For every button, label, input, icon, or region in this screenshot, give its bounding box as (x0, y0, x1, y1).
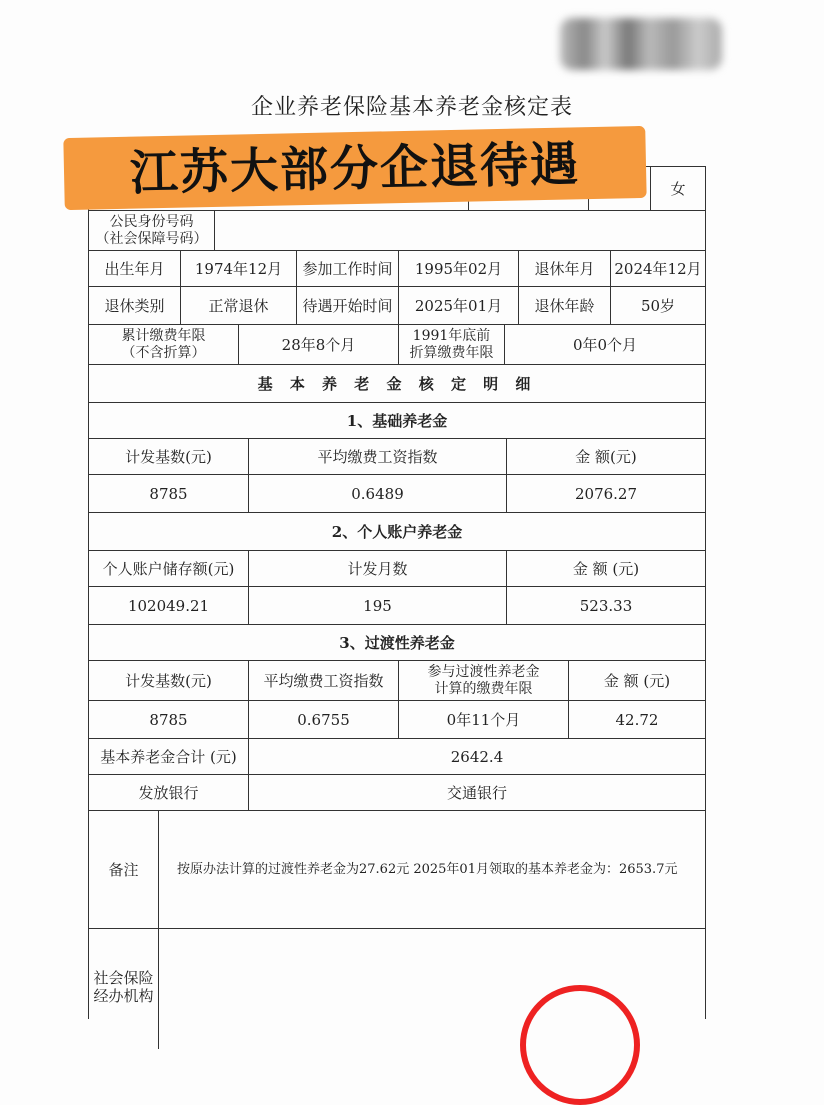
basic-title: 1、基础养老金 (346, 411, 448, 430)
bank-row (89, 775, 705, 811)
bank-label: 发放银行 (89, 775, 249, 810)
start-value: 2025年01月 (399, 287, 519, 324)
account-header-balance: 个人账户储存额(元) (89, 551, 249, 586)
start-label: 待遇开始时间 (297, 287, 399, 324)
years-value: 28年8个月 (239, 325, 399, 364)
transitional-header-row (89, 661, 705, 701)
remarks-row (89, 811, 705, 929)
total-label: 基本养老金合计 (元) (89, 739, 249, 774)
id-label: 公民身份号码 （社会保障号码） (89, 211, 215, 250)
transitional-value-years: 0年11个月 (399, 701, 569, 738)
official-seal (520, 985, 640, 1105)
total-row (89, 739, 705, 775)
transitional-value-amount: 42.72 (615, 710, 659, 729)
basic-value-amount: 2076.27 (574, 484, 638, 503)
account-value-months: 195 (249, 587, 507, 624)
pension-form-table (88, 166, 706, 1019)
retire-label: 退休年月 (519, 251, 611, 286)
pre91-value: 0年0个月 (572, 335, 638, 354)
pre91-label: 1991年底前 折算缴费年限 (399, 325, 505, 364)
basic-header-index: 平均缴费工资指数 (249, 439, 507, 474)
bank-value: 交通银行 (446, 783, 507, 802)
transitional-header-years: 参与过渡性养老金 计算的缴费年限 (399, 661, 569, 700)
account-title-row (89, 513, 705, 551)
agency-label: 社会保险 经办机构 (89, 929, 159, 1049)
transitional-value-index: 0.6755 (249, 701, 399, 738)
type-value: 正常退休 (181, 287, 297, 324)
type-row (89, 287, 705, 325)
birth-row (89, 251, 705, 287)
document-title: 企业养老保险基本养老金核定表 (250, 95, 573, 120)
age-value: 50岁 (640, 296, 676, 315)
basic-value-row (89, 475, 705, 513)
account-header-months: 计发月数 (249, 551, 507, 586)
remarks-label: 备注 (89, 811, 159, 928)
transitional-title: 3、过渡性养老金 (339, 633, 455, 652)
account-header-row (89, 551, 705, 587)
account-header-amount: 金 额 (元) (572, 559, 640, 578)
basic-header-amount: 金 额(元) (575, 447, 637, 466)
birth-label: 出生年月 (89, 251, 181, 286)
retire-value: 2024年12月 (614, 259, 702, 278)
years-label: 累计缴费年限 （不含折算） (89, 325, 239, 364)
detail-heading-row (89, 365, 705, 403)
account-value-row (89, 587, 705, 625)
type-label: 退休类别 (89, 287, 181, 324)
remarks-text: 按原办法计算的过渡性养老金为27.62元 2025年01月领取的基本养老金为：2653.7元 (177, 861, 678, 877)
detail-heading: 基 本 养 老 金 核 定 明 细 (257, 374, 537, 393)
id-row (89, 211, 705, 251)
transitional-header-base: 计发基数(元) (89, 661, 249, 700)
basic-header-base: 计发基数(元) (89, 439, 249, 474)
basic-value-base: 8785 (89, 475, 249, 512)
basic-title-row (89, 403, 705, 439)
account-title: 2、个人账户养老金 (331, 522, 463, 541)
account-value-amount: 523.33 (579, 596, 633, 615)
work-label: 参加工作时间 (297, 251, 399, 286)
total-value: 2642.4 (450, 747, 504, 766)
transitional-header-amount: 金 额 (元) (603, 671, 671, 690)
blurred-name-tag (560, 18, 722, 70)
basic-value-index: 0.6489 (249, 475, 507, 512)
age-label: 退休年龄 (519, 287, 611, 324)
account-value-balance: 102049.21 (89, 587, 249, 624)
birth-value: 1974年12月 (181, 251, 297, 286)
work-value: 1995年02月 (399, 251, 519, 286)
transitional-header-index: 平均缴费工资指数 (249, 661, 399, 700)
gender-value: 女 (670, 179, 686, 198)
id-value (215, 211, 705, 250)
transitional-title-row (89, 625, 705, 661)
basic-header-row (89, 439, 705, 475)
years-row (89, 325, 705, 365)
transitional-value-row (89, 701, 705, 739)
transitional-value-base: 8785 (89, 701, 249, 738)
caption-text: 江苏大部分企退待遇 (129, 136, 581, 202)
